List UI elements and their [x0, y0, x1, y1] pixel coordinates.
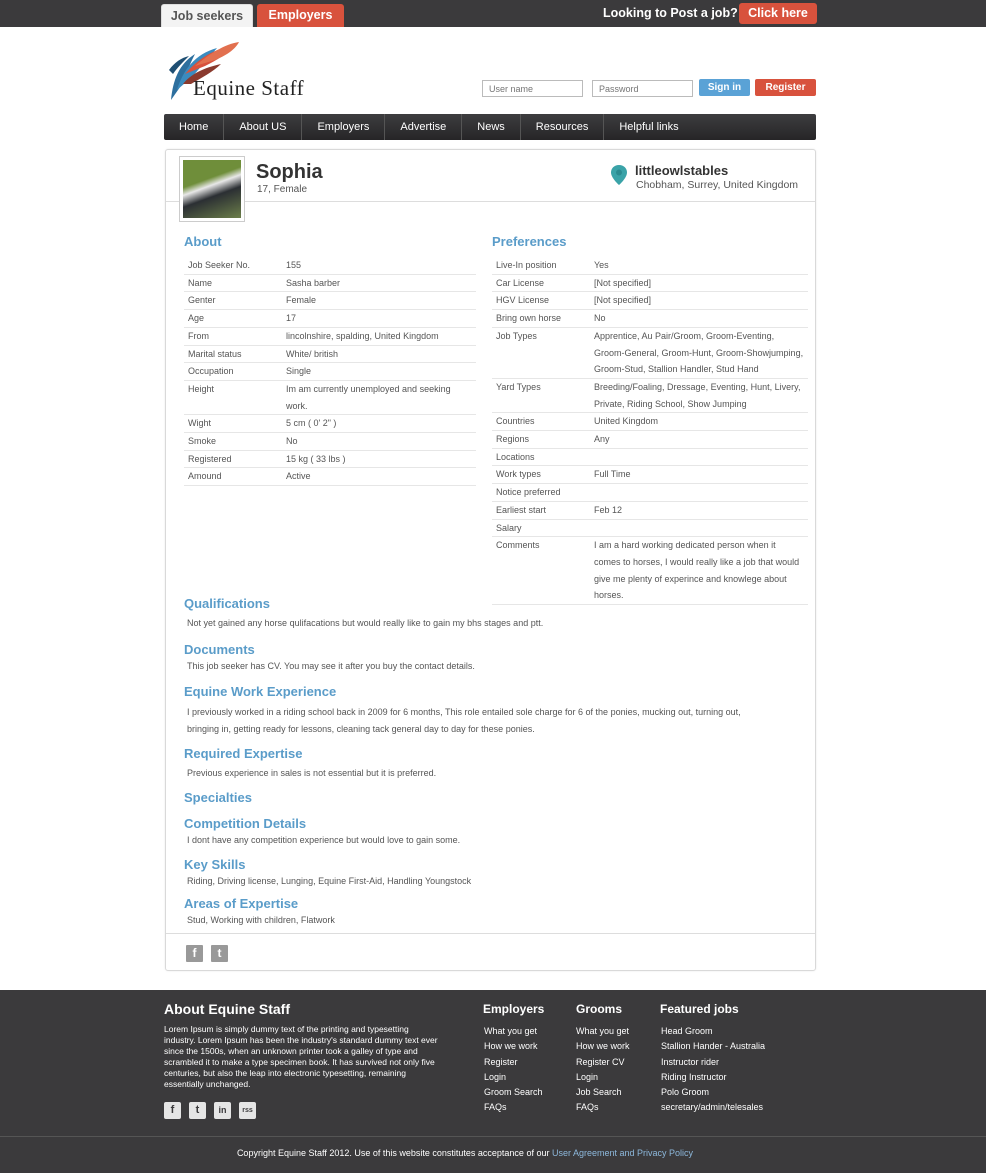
- about-label: Wight: [184, 415, 282, 433]
- logo-text: Equine Staff: [193, 76, 305, 100]
- about-value: lincolnshire, spalding, United Kingdom: [282, 327, 476, 345]
- profile-age-gender: 17, Female: [257, 184, 308, 195]
- about-label: From: [184, 327, 282, 345]
- about-label: Occupation: [184, 363, 282, 381]
- about-value: Female: [282, 292, 476, 310]
- key-skills-title: Key Skills: [184, 857, 246, 872]
- about-label: Smoke: [184, 433, 282, 451]
- about-value: 155: [282, 257, 476, 274]
- about-label: Registered: [184, 450, 282, 468]
- username-input[interactable]: [482, 80, 583, 97]
- twitter-icon[interactable]: t: [189, 1102, 206, 1119]
- post-job-prompt: Looking to Post a job?: [603, 6, 738, 20]
- about-label: Amound: [184, 468, 282, 486]
- footer-link[interactable]: Head Groom: [661, 1026, 713, 1036]
- about-value: Active: [282, 468, 476, 486]
- footer-about-title: About Equine Staff: [164, 1001, 290, 1017]
- pref-label: Live-In position: [492, 257, 590, 274]
- password-input[interactable]: [592, 80, 693, 97]
- about-label: Age: [184, 310, 282, 328]
- nav-about-us[interactable]: About US: [224, 114, 302, 140]
- table-row: [492, 257, 808, 274]
- table-row: [492, 378, 808, 412]
- copyright: [0, 1148, 930, 1158]
- sign-in-button[interactable]: Sign in: [699, 79, 750, 96]
- preferences-title: Preferences: [492, 234, 567, 249]
- about-value: 17: [282, 310, 476, 328]
- footer-link[interactable]: FAQs: [484, 1102, 507, 1113]
- pref-value: [590, 519, 808, 537]
- about-label: Name: [184, 274, 282, 292]
- rss-icon[interactable]: rss: [239, 1102, 256, 1119]
- experience-title: Equine Work Experience: [184, 684, 337, 699]
- footer-link[interactable]: Instructor rider: [661, 1056, 720, 1067]
- pref-label: Job Types: [492, 327, 590, 378]
- pref-label: Bring own horse: [492, 310, 590, 328]
- table-row: [492, 519, 808, 537]
- profile-card: [165, 149, 816, 971]
- pref-value: [590, 448, 808, 466]
- about-label: Height: [184, 380, 282, 414]
- table-row: [184, 292, 476, 310]
- table-row: [492, 484, 808, 502]
- table-row: [184, 380, 476, 414]
- nav-helpful-links[interactable]: Helpful links: [619, 121, 679, 133]
- facebook-icon[interactable]: f: [164, 1102, 181, 1119]
- footer-link[interactable]: How we work: [484, 1041, 538, 1052]
- footer-link[interactable]: FAQs: [576, 1102, 599, 1113]
- pref-label: Comments: [492, 537, 590, 605]
- pref-value: [Not specified]: [590, 292, 808, 310]
- top-bar: [0, 0, 986, 27]
- register-button[interactable]: Register: [755, 79, 816, 96]
- table-row: [184, 363, 476, 381]
- footer-link[interactable]: How we work: [576, 1041, 630, 1052]
- footer-link[interactable]: What you get: [484, 1026, 538, 1036]
- about-value: Sasha barber: [282, 274, 476, 292]
- table-row: [184, 468, 476, 486]
- profile-header: [166, 150, 815, 202]
- footer-link[interactable]: secretary/admin/telesales: [661, 1102, 764, 1113]
- table-row: [184, 327, 476, 345]
- table-row: [492, 274, 808, 292]
- competition-text: I dont have any competition experience but would love to gain some.: [187, 835, 461, 845]
- qualifications-title: Qualifications: [184, 596, 270, 611]
- table-row: [184, 345, 476, 363]
- footer-grooms-links: [576, 1024, 630, 1116]
- pref-value: United Kingdom: [590, 413, 808, 431]
- pref-value: [590, 484, 808, 502]
- footer-link[interactable]: Register CV: [576, 1056, 625, 1067]
- table-row: [184, 274, 476, 292]
- table-row: [184, 450, 476, 468]
- footer-link[interactable]: Polo Groom: [661, 1087, 710, 1098]
- user-agreement-link[interactable]: User Agreement and Privacy Policy: [551, 1148, 694, 1158]
- table-row: [492, 431, 808, 449]
- documents-title: Documents: [184, 642, 255, 657]
- share-divider: [166, 933, 815, 934]
- specialties-title: Specialties: [184, 790, 252, 805]
- table-row: [184, 310, 476, 328]
- footer-link[interactable]: Register: [484, 1056, 518, 1067]
- pref-label: Locations: [492, 448, 590, 466]
- about-table: [184, 257, 476, 486]
- stable-name[interactable]: littleowlstables: [635, 163, 729, 178]
- nav-advertise[interactable]: Advertise: [385, 114, 462, 140]
- about-value: Single: [282, 363, 476, 381]
- click-here-button[interactable]: Click here: [739, 3, 817, 24]
- pref-label: Car License: [492, 274, 590, 292]
- footer-featured-links: [661, 1024, 765, 1116]
- about-value: White/ british: [282, 345, 476, 363]
- table-row: [492, 466, 808, 484]
- documents-text: This job seeker has CV. You may see it after you buy the contact details.: [187, 661, 475, 671]
- footer-link[interactable]: Riding Instructor: [661, 1071, 727, 1082]
- footer-link[interactable]: What you get: [576, 1026, 630, 1036]
- table-row: [184, 415, 476, 433]
- table-row: [492, 292, 808, 310]
- key-skills-text: Riding, Driving license, Lunging, Equine First-Aid, Handling Youngstock: [187, 876, 472, 886]
- footer-link[interactable]: Groom Search: [484, 1087, 543, 1098]
- table-row: [492, 310, 808, 328]
- pref-value: Full Time: [590, 466, 808, 484]
- about-label: Marital status: [184, 345, 282, 363]
- competition-title: Competition Details: [184, 816, 307, 831]
- pref-value: Apprentice, Au Pair/Groom, Groom-Eventing, Groom-General, Groom-Hunt, Groom-Showjumping, Groom-Stud, Stallion Handler, Stud Hand: [590, 327, 808, 378]
- pref-value: Breeding/Foaling, Dressage, Eventing, Hunt, Livery, Private, Riding School, Show Jumping: [590, 378, 808, 412]
- footer-link[interactable]: Job Search: [576, 1087, 622, 1098]
- nav-employers[interactable]: Employers: [302, 114, 385, 140]
- table-row: [184, 433, 476, 451]
- table-row: [492, 327, 808, 378]
- required-expertise-text: Previous experience in sales is not essential but it is preferred.: [187, 768, 437, 778]
- pref-value: Any: [590, 431, 808, 449]
- pref-value: I am a hard working dedicated person when it comes to horses, I would really like a job that would give me plenty of experince and knowlege about horses.: [590, 537, 808, 605]
- footer-link[interactable]: Login: [484, 1071, 507, 1082]
- location-pin-icon: [610, 164, 628, 186]
- areas-text: Stud, Working with children, Flatwork: [187, 915, 335, 925]
- main-nav: [164, 114, 816, 140]
- footer-employers-links: [484, 1024, 543, 1116]
- table-row: [492, 501, 808, 519]
- footer-link[interactable]: Stallion Hander - Australia: [661, 1041, 766, 1052]
- footer-grooms-title: Grooms: [576, 1002, 623, 1016]
- pref-label: Countries: [492, 413, 590, 431]
- about-value: 5 cm ( 0' 2" ): [282, 415, 476, 433]
- facebook-share-icon[interactable]: f: [186, 945, 203, 962]
- pref-value: Feb 12: [590, 501, 808, 519]
- footer: [0, 990, 986, 1173]
- pref-value: [Not specified]: [590, 274, 808, 292]
- table-row: [492, 537, 808, 605]
- pref-label: Work types: [492, 466, 590, 484]
- avatar-photo-icon: [183, 160, 241, 218]
- linkedin-icon[interactable]: in: [214, 1102, 231, 1119]
- pref-label: Regions: [492, 431, 590, 449]
- about-value: Im am currently unemployed and seeking work.: [282, 380, 476, 414]
- pref-label: Yard Types: [492, 378, 590, 412]
- table-row: [184, 257, 476, 274]
- table-row: [492, 413, 808, 431]
- experience-text: I previously worked in a riding school back in 2009 for 6 months, This role entailed sole charge for 6 of the ponies, mucking out, turning out, bringing in, getting ready for lessons, cleaning tack general day to day for these ponies.: [187, 707, 741, 734]
- pref-label: Salary: [492, 519, 590, 537]
- tab-employers[interactable]: Employers: [257, 4, 344, 27]
- about-title: About: [184, 234, 222, 249]
- required-expertise-title: Required Expertise: [184, 746, 303, 761]
- footer-featured-title: Featured jobs: [660, 1002, 739, 1016]
- pref-label: Notice preferred: [492, 484, 590, 502]
- about-label: Genter: [184, 292, 282, 310]
- table-row: [492, 448, 808, 466]
- avatar: [179, 156, 245, 222]
- stable-location: Chobham, Surrey, United Kingdom: [636, 179, 799, 191]
- preferences-table: [492, 257, 808, 605]
- about-value: No: [282, 433, 476, 451]
- pref-label: HGV License: [492, 292, 590, 310]
- areas-title: Areas of Expertise: [184, 896, 299, 911]
- footer-divider: [0, 1136, 986, 1137]
- copyright-text: Copyright Equine Staff 2012. Use of this website constitutes acceptance of our: [236, 1148, 550, 1158]
- pref-value: No: [590, 310, 808, 328]
- footer-about-text: Lorem Ipsum is simply dummy text of the printing and typesetting industry. Lorem Ipsum has been the industry's standard dummy text ever since the 1500s, when an unknown printer took a galley of type and scrambled it to make a type specimen book. It has survived not only five centuries, but also the leap into electronic typesetting, remaining essentially unchanged.: [164, 1024, 438, 1089]
- nav-resources[interactable]: Resources: [521, 114, 605, 140]
- twitter-share-icon[interactable]: t: [211, 945, 228, 962]
- tab-job-seekers[interactable]: Job seekers: [161, 4, 253, 27]
- qualifications-text: Not yet gained any horse qulifacations but would really like to gain my bhs stages and ptt.: [187, 618, 544, 628]
- nav-news[interactable]: News: [462, 114, 521, 140]
- about-label: Job Seeker No.: [184, 257, 282, 274]
- profile-name: Sophia: [256, 161, 323, 183]
- pref-value: Yes: [590, 257, 808, 274]
- footer-link[interactable]: Login: [576, 1071, 599, 1082]
- pref-label: Earliest start: [492, 501, 590, 519]
- about-value: 15 kg ( 33 lbs ): [282, 450, 476, 468]
- footer-employers-title: Employers: [483, 1002, 545, 1016]
- nav-home[interactable]: Home: [164, 114, 224, 140]
